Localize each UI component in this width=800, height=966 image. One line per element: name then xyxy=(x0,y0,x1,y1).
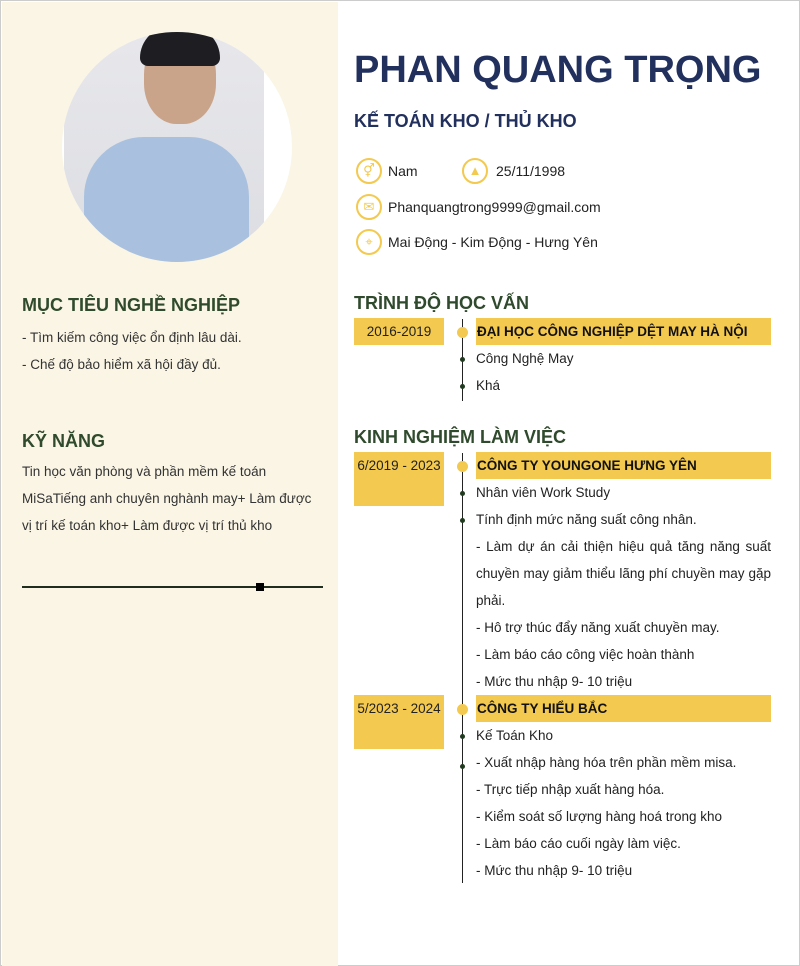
bullet-dot xyxy=(460,491,465,496)
school-name: ĐẠI HỌC CÔNG NGHIỆP DỆT MAY HÀ NỘI xyxy=(476,318,771,345)
skill-bar xyxy=(22,586,323,588)
experience-heading: KINH NGHIỆM LÀM VIỆC xyxy=(354,427,567,447)
education-line: Khá xyxy=(476,378,501,393)
email-icon: ✉ xyxy=(356,194,382,220)
job-line: - Kiểm soát số lượng hàng hoá trong kho xyxy=(476,809,723,824)
bullet-dot xyxy=(460,764,465,769)
job-line: Kế Toán Kho xyxy=(476,728,554,743)
birthday-cake-icon: ▲ xyxy=(462,158,488,184)
job-line: - Trực tiếp nhập xuất hàng hóa. xyxy=(476,782,665,797)
timeline-dot xyxy=(457,327,468,338)
map-pin-icon: ⌖ xyxy=(356,229,382,255)
company-name: CÔNG TY HIỂU BẮC xyxy=(476,695,771,722)
bullet-dot xyxy=(460,357,465,362)
job-line: - Làm dự án cải thiện hiệu quả tăng năng suất chuyền may giảm thiểu lãng phí chuyền may gặp phải. xyxy=(476,539,771,608)
job-line: - Mức thu nhập 9- 10 triệu xyxy=(476,863,633,878)
email: Phanquangtrong9999@gmail.com xyxy=(388,199,601,215)
job-title: KẾ TOÁN KHO / THỦ KHO xyxy=(354,111,577,131)
objective-heading: MỤC TIÊU NGHỀ NGHIỆP xyxy=(22,295,241,315)
job-line: - Làm báo cáo cuối ngày làm việc. xyxy=(476,836,681,851)
skills-text: Tin học văn phòng và phần mềm kế toán MiSaTiếng anh chuyên nghành may+ Làm được vị trí kế toán kho+ Làm được vị trí thủ kho xyxy=(22,464,312,533)
job-line: - Hô trợ thúc đẩy năng xuất chuyền may. xyxy=(476,620,720,635)
job-line: - Làm báo cáo công việc hoàn thành xyxy=(476,647,695,662)
job-date: 5/2023 - 2024 xyxy=(354,695,444,749)
gender: Nam xyxy=(388,163,418,179)
job-line: Tính định mức năng suất công nhân. xyxy=(476,512,697,527)
bullet-dot xyxy=(460,734,465,739)
address: Mai Động - Kim Động - Hưng Yên xyxy=(388,234,598,250)
objective-line: - Chế độ bảo hiểm xã hội đầy đủ. xyxy=(22,357,221,372)
job-line: - Mức thu nhập 9- 10 triệu xyxy=(476,674,633,689)
job-line: Nhân viên Work Study xyxy=(476,485,611,500)
objective-line: - Tìm kiếm công việc ổn định lâu dài. xyxy=(22,330,242,345)
gender-icon: ⚥ xyxy=(356,158,382,184)
profile-photo xyxy=(62,32,292,262)
bullet-dot xyxy=(460,384,465,389)
job-line: - Xuất nhập hàng hóa trên phần mềm misa. xyxy=(476,755,737,770)
education-heading: TRÌNH ĐỘ HỌC VẤN xyxy=(354,293,529,313)
skill-level-marker xyxy=(256,583,264,591)
skills-heading: KỸ NĂNG xyxy=(22,431,106,451)
bullet-dot xyxy=(460,518,465,523)
timeline-dot xyxy=(457,704,468,715)
birthday: 25/11/1998 xyxy=(496,163,566,179)
full-name: PHAN QUANG TRỌNG xyxy=(354,49,762,91)
job-date: 6/2019 - 2023 xyxy=(354,452,444,506)
education-line: Công Nghệ May xyxy=(476,351,574,366)
education-date: 2016-2019 xyxy=(354,318,444,345)
company-name: CÔNG TY YOUNGONE HƯNG YÊN xyxy=(476,452,771,479)
timeline-dot xyxy=(457,461,468,472)
